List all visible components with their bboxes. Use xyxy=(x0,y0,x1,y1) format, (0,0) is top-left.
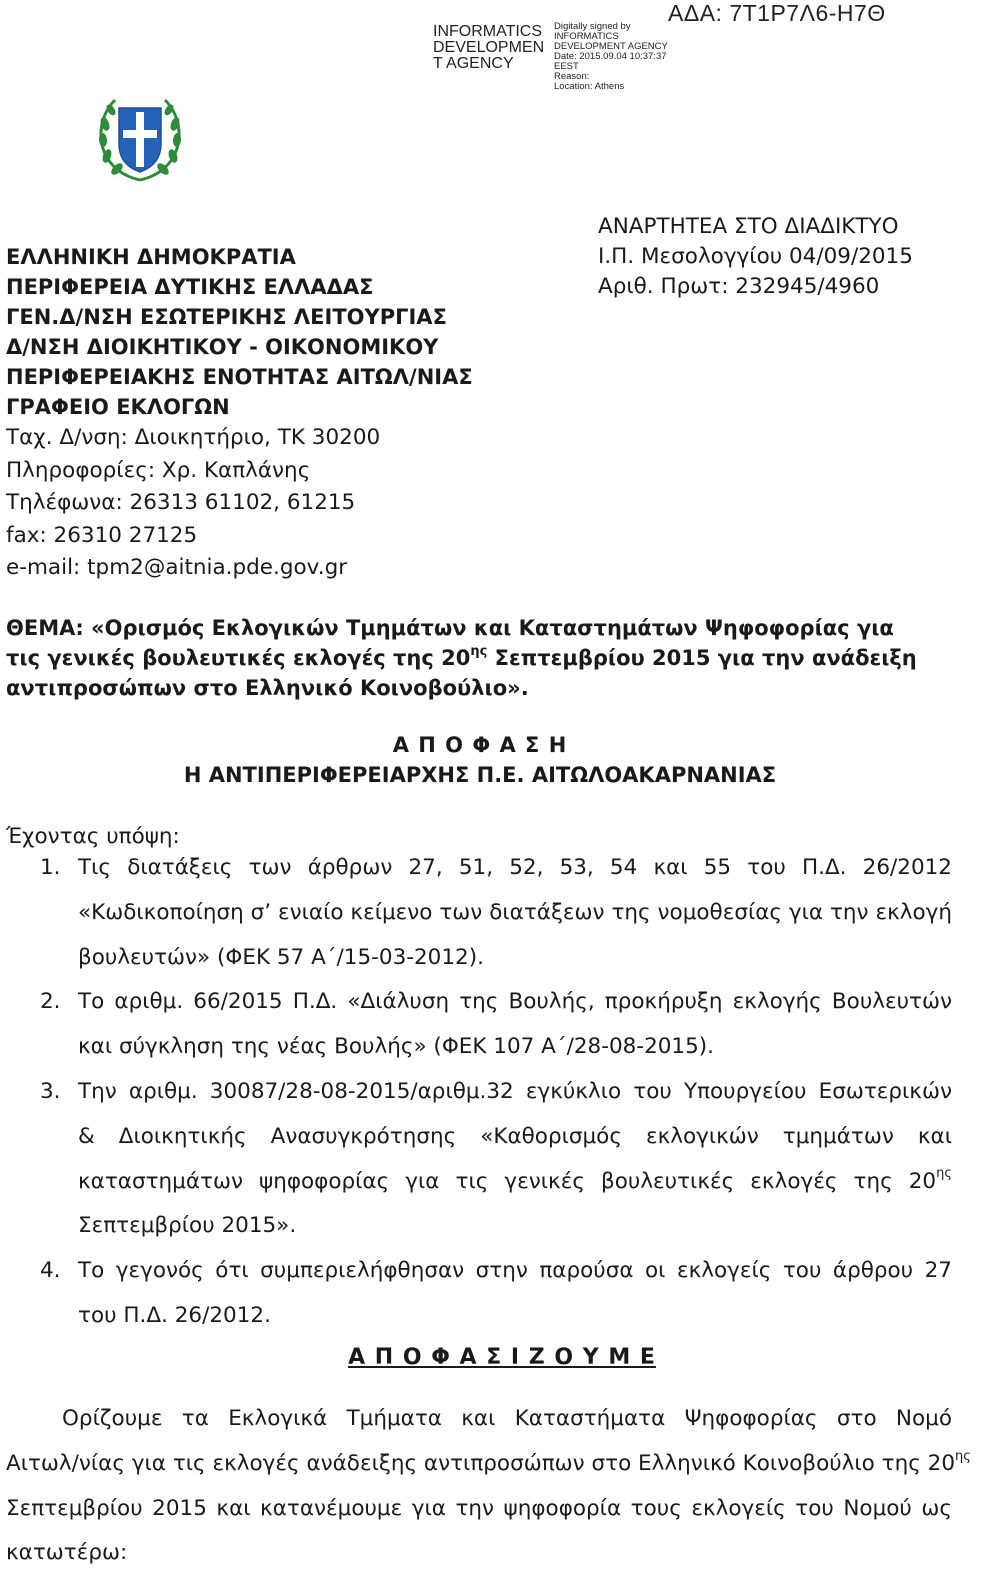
subject-line: αντιπροσώπων στο Ελληνικό Κοινοβούλιο». xyxy=(6,676,529,700)
subject-text: Σεπτεμβρίου 2015 για την ανάδειξη xyxy=(487,646,917,670)
subject-line: ΘΕΜΑ: «Ορισμός Εκλογικών Τμημάτων και Καταστημάτων Ψηφοφορίας για xyxy=(6,616,894,640)
paragraph-line xyxy=(6,1442,971,1487)
list-line: βουλευτών» (ΦΕΚ 57 Α΄/15-03-2012). xyxy=(78,944,484,970)
contact-phones: Τηλέφωνα: 26313 61102, 61215 xyxy=(6,490,356,515)
contact-info-person: Πληροφορίες: Χρ. Καπλάνης xyxy=(6,457,311,483)
issuer-line: ΓΡΑΦΕΙΟ ΕΚΛΟΓΩΝ xyxy=(6,395,230,419)
contact-email: e-mail: tpm2@aitnia.pde.gov.gr xyxy=(6,555,348,580)
list-number: 3. xyxy=(40,1078,61,1104)
ada-code: ΑΔΑ: 7Τ1Ρ7Λ6-Η7Θ xyxy=(668,0,886,26)
signature-details xyxy=(554,22,668,92)
issuer-line: ΠΕΡΙΦΕΡΕΙΑΚΗΣ ΕΝΟΤΗΤΑΣ ΑΙΤΩΛ/ΝΙΑΣ xyxy=(6,365,473,389)
list-text: καταστημάτων ψηφοφορίας για τις γενικές βουλευτικές εκλογές της 20 xyxy=(78,1168,937,1194)
signature-detail-line: Digitally signed by xyxy=(554,21,631,32)
greek-coat-of-arms-icon xyxy=(95,94,185,184)
paragraph-text: Αιτωλ/νίας για τις εκλογές ανάδειξης αντιπροσώπων στο Ελληνικό Κοινοβούλιο της 20 xyxy=(6,1450,956,1476)
issuer-line: ΓΕΝ.Δ/ΝΣΗ ΕΣΩΤΕΡΙΚΗΣ ΛΕΙΤΟΥΡΓΙΑΣ xyxy=(6,305,447,329)
signature-org xyxy=(433,24,544,72)
posting-notice: ΑΝΑΡΤΗΤΕΑ ΣΤΟ ΔΙΑΔΙΚΤΥΟ xyxy=(598,214,899,239)
ordinal-suffix: ης xyxy=(955,1448,971,1464)
list-line: Την αριθμ. 30087/28-08-2015/αριθμ.32 εγκύκλιο του Υπουργείου Εσωτερικών xyxy=(78,1078,952,1104)
ordinal-suffix: ης xyxy=(936,1166,952,1182)
signature-org-line: DEVELOPMEN xyxy=(433,39,545,56)
signature-detail-line: INFORMATICS xyxy=(554,31,619,42)
signature-detail-line: DEVELOPMENT AGENCY xyxy=(554,41,668,52)
list-line: «Κωδικοποίηση σ’ ενιαίο κείμενο των διατάξεων της νομοθεσίας για την εκλογή xyxy=(78,899,952,925)
list-line: Το αριθμ. 66/2015 Π.Δ. «Διάλυση της Βουλής, προκήρυξη εκλογής Βουλευτών xyxy=(78,989,952,1015)
paragraph-line: κατωτέρω: xyxy=(6,1540,128,1566)
paragraph-line: Ορίζουμε τα Εκλογικά Τμήματα και Καταστήματα Ψηφοφορίας στο Νομό xyxy=(62,1406,952,1431)
list-item xyxy=(40,846,952,980)
issuer-line: ΕΛΛΗΝΙΚΗ ΔΗΜΟΚΡΑΤΙΑ xyxy=(6,245,296,269)
list-line: Το γεγονός ότι συμπεριελήφθησαν στην παρούσα οι εκλογείς του άρθρου 27 xyxy=(78,1258,952,1284)
subject-text: τις γενικές βουλευτικές εκλογές της 20 xyxy=(6,646,471,670)
decide-title: Α Π Ο Φ Α Σ Ι Ζ Ο Υ Μ Ε xyxy=(348,1345,656,1370)
list-number: 2. xyxy=(40,989,61,1015)
paragraph-line: Σεπτεμβρίου 2015 και κατανέμουμε για την ψηφοφορία τους εκλογείς του Νομού ως xyxy=(6,1495,952,1521)
list-line: του Π.Δ. 26/2012. xyxy=(78,1302,271,1328)
ordinal-suffix: ης xyxy=(470,644,488,659)
signature-detail-line: Reason: xyxy=(554,71,590,82)
decision-paragraph xyxy=(6,1397,971,1576)
list-line: και σύγκληση της νέας Βουλής» (ΦΕΚ 107 Α΄/28-08-2015). xyxy=(78,1034,715,1060)
signature-org-line: T AGENCY xyxy=(433,55,514,72)
considerations-intro: Έχοντας υπόψη: xyxy=(6,824,180,849)
issuer-header xyxy=(6,242,566,585)
list-line xyxy=(78,1160,952,1205)
list-line: Σεπτεμβρίου 2015». xyxy=(78,1213,297,1239)
protocol-number: Αριθ. Πρωτ: 232945/4960 xyxy=(598,274,880,299)
place-date: Ι.Π. Μεσολογγίου 04/09/2015 xyxy=(598,244,913,269)
signature-org-line: INFORMATICS xyxy=(433,23,543,40)
subject xyxy=(6,613,954,703)
list-number: 4. xyxy=(40,1258,61,1284)
signature-detail-line: Location: Athens xyxy=(554,81,625,92)
considerations-list xyxy=(40,846,952,1339)
list-item xyxy=(40,1249,952,1339)
signature-detail-line: EEST xyxy=(554,61,579,72)
contact-fax: fax: 26310 27125 xyxy=(6,522,198,548)
list-item xyxy=(40,1070,952,1249)
list-item xyxy=(40,980,952,1070)
list-number: 1. xyxy=(40,855,61,880)
decision-title: Α Π Ο Φ Α Σ Η xyxy=(392,733,568,757)
issuer-line: Δ/ΝΣΗ ΔΙΟΙΚΗΤΙΚΟΥ - ΟΙΚΟΝΟΜΙΚΟΥ xyxy=(6,335,439,359)
issuer-line: ΠΕΡΙΦΕΡΕΙΑ ΔΥΤΙΚΗΣ ΕΛΛΑΔΑΣ xyxy=(6,275,374,299)
list-line: Τις διατάξεις των άρθρων 27, 51, 52, 53, 54 και 55 του Π.Δ. 26/2012 xyxy=(78,855,952,880)
subject-line xyxy=(6,643,954,673)
list-line: & Διοικητικής Ανασυγκρότησης «Καθορισμός εκλογικών τμημάτων και xyxy=(78,1123,952,1149)
decision-author: Η ΑΝΤΙΠΕΡΙΦΕΡΕΙΑΡΧΗΣ Π.Ε. ΑΙΤΩΛΟΑΚΑΡΝΑΝΙΑΣ xyxy=(183,763,777,787)
document-reference xyxy=(598,212,913,302)
contact-address: Ταχ. Δ/νση: Διοικητήριο, ΤΚ 30200 xyxy=(6,425,381,450)
signature-detail-line: Date: 2015.09.04 10:37:37 xyxy=(554,51,667,62)
